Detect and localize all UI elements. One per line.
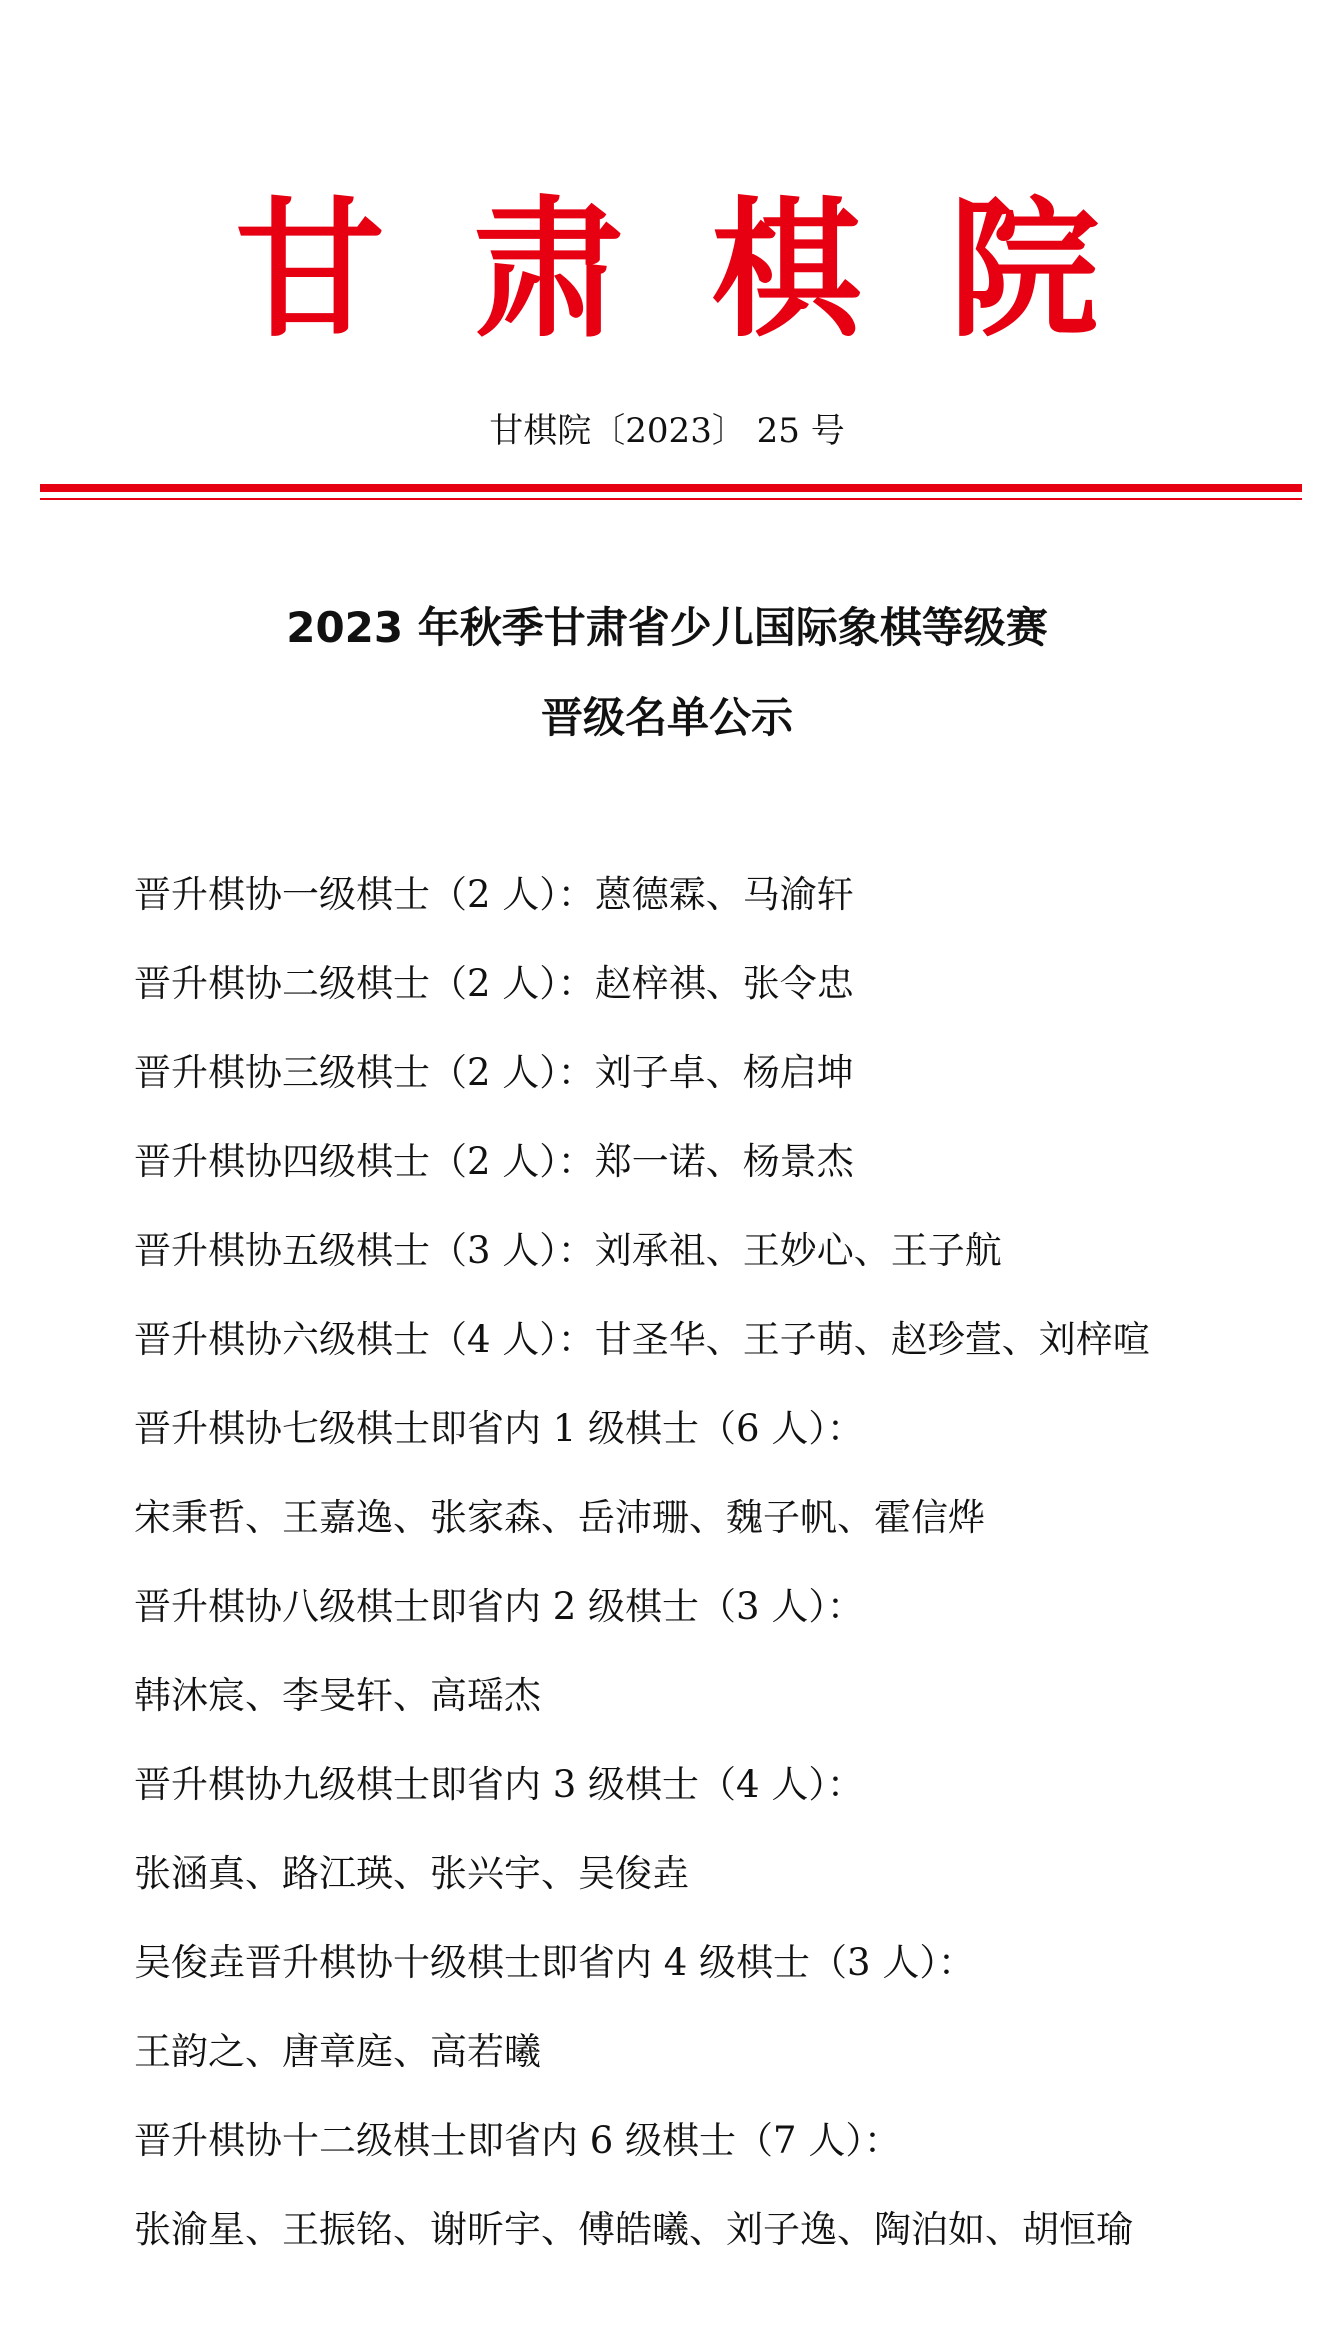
list-item: 晋升棋协十二级棋士即省内 6 级棋士（7 人）： [134,2119,901,2162]
header-rule-thin [40,498,1302,500]
list-item: 晋升棋协九级棋士即省内 3 级棋士（4 人）： [134,1763,864,1806]
list-item: 晋升棋协七级棋士即省内 1 级棋士（6 人）： [134,1407,864,1450]
list-item: 晋升棋协八级棋士即省内 2 级棋士（3 人）： [134,1585,864,1628]
list-item: 张渝星、王振铭、谢昕宇、傅皓曦、刘子逸、陶泊如、胡恒瑜 [134,2208,1133,2251]
list-item: 王韵之、唐章庭、高若曦 [134,2030,541,2073]
list-item: 张涵真、路江瑛、张兴宇、吴俊垚 [134,1852,689,1895]
list-item: 晋升棋协五级棋士（3 人）：刘承祖、王妙心、王子航 [134,1229,1002,1272]
list-item: 晋升棋协六级棋士（4 人）：甘圣华、王子萌、赵珍萱、刘梓喧 [134,1318,1150,1361]
document-number: 甘棋院〔2023〕 25 号 [489,411,845,451]
list-item: 晋升棋协一级棋士（2 人）：蒽德霖、马渝轩 [134,873,854,916]
list-item: 宋秉哲、王嘉逸、张家森、岳沛珊、魏子帆、霍信烨 [134,1496,985,1539]
list-item: 晋升棋协四级棋士（2 人）：郑一诺、杨景杰 [134,1140,854,1183]
list-item: 晋升棋协三级棋士（2 人）：刘子卓、杨启坤 [134,1051,854,1094]
document-title-line-2: 晋级名单公示 [540,693,793,742]
list-item: 晋升棋协二级棋士（2 人）：赵梓祺、张令忠 [134,962,854,1005]
document-title-line-1: 2023 年秋季甘肃省少儿国际象棋等级赛 [286,603,1048,652]
promotion-list [134,865,1294,2289]
header-rule-thick [40,484,1302,492]
list-item: 韩沐宸、李旻轩、高瑶杰 [134,1674,541,1717]
list-item: 吴俊垚晋升棋协十级棋士即省内 4 级棋士（3 人）： [134,1941,975,1984]
header-org-name: 甘肃棋院 [234,182,1187,358]
